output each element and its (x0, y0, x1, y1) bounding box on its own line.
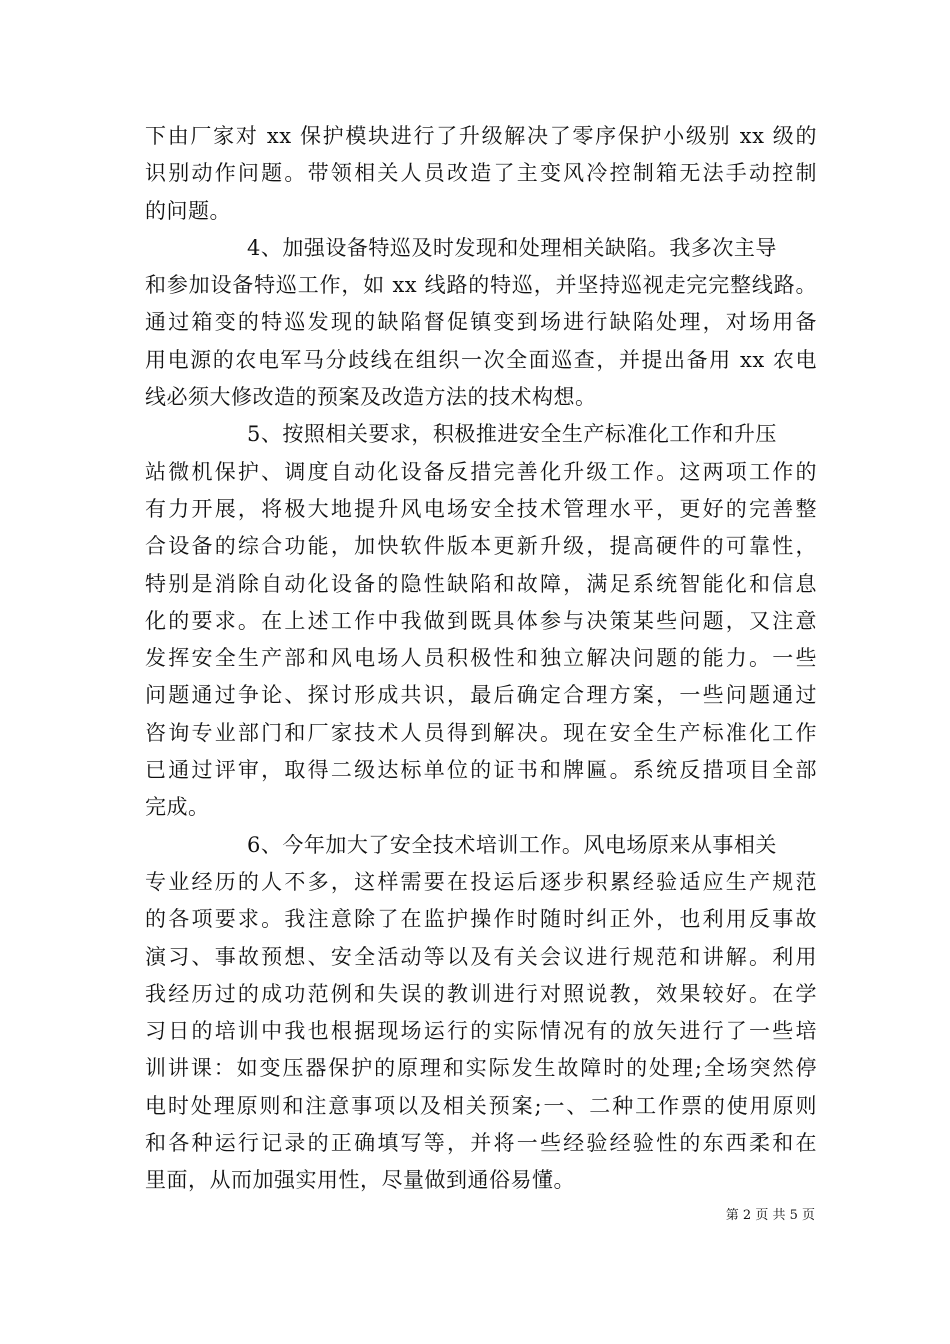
document-body (145, 118, 817, 1200)
text-line: 4、加强设备特巡及时发现和处理相关缺陷。我多次主导 (247, 235, 777, 260)
text-line: 化的要求。在上述工作中我做到既具体参与决策某些问题，又注意 (145, 608, 817, 633)
text-line: 演习、事故预想、安全活动等以及有关会议进行规范和讲解。利用 (145, 944, 817, 969)
text-line: 和各种运行记录的正确填写等，并将一些经验经验性的东西柔和在 (145, 1131, 817, 1156)
text-line: 我经历过的成功范例和失误的教训进行对照说教，效果较好。在学 (145, 981, 817, 1006)
text-line: 发挥安全生产部和风电场人员积极性和独立解决问题的能力。一些 (145, 646, 817, 671)
text-line: 6、今年加大了安全技术培训工作。风电场原来从事相关 (247, 832, 777, 857)
text-line: 线必须大修改造的预案及改造方法的技术构想。 (145, 385, 597, 410)
text-line: 合设备的综合功能，加快软件版本更新升级，提高硬件的可靠性， (145, 534, 817, 559)
text-line: 电时处理原则和注意事项以及相关预案;一、二种工作票的使用原则 (145, 1093, 817, 1118)
text-line: 识别动作问题。带领相关人员改造了主变风冷控制箱无法手动控制 (145, 161, 817, 186)
text-line: 里面，从而加强实用性，尽量做到通俗易懂。 (145, 1168, 575, 1193)
paragraph-0 (145, 118, 817, 230)
text-line: 5、按照相关要求，积极推进安全生产标准化工作和升压 (247, 422, 777, 447)
text-line: 已通过评审，取得二级达标单位的证书和牌匾。系统反措项目全部 (145, 758, 817, 783)
text-line: 用电源的农电军马分歧线在组织一次全面巡查，并提出备用 xx 农电 (145, 347, 817, 372)
page-number: 第 2 页 共 5 页 (725, 1208, 815, 1223)
text-line: 有力开展，将极大地提升风电场安全技术管理水平，更好的完善整 (145, 496, 817, 521)
text-line: 通过箱变的特巡发现的缺陷督促镇变到场进行缺陷处理，对场用备 (145, 310, 817, 335)
text-line: 的问题。 (145, 198, 231, 223)
text-line: 下由厂家对 xx 保护模块进行了升级解决了零序保护小级别 xx 级的 (145, 124, 817, 148)
text-line: 站微机保护、调度自动化设备反措完善化升级工作。这两项工作的 (145, 459, 817, 484)
text-line: 和参加设备特巡工作，如 xx 线路的特巡，并坚持巡视走完完整线路。 (145, 273, 817, 298)
paragraph-3 (145, 827, 817, 1200)
text-line: 咨询专业部门和厂家技术人员得到解决。现在安全生产标准化工作 (145, 720, 817, 745)
text-line: 问题通过争论、探讨形成共识，最后确定合理方案，一些问题通过 (145, 683, 817, 708)
text-line: 的各项要求。我注意除了在监护操作时随时纠正外，也利用反事故 (145, 907, 817, 932)
text-line: 特别是消除自动化设备的隐性缺陷和故障，满足系统智能化和信息 (145, 571, 817, 596)
text-line: 专业经历的人不多，这样需要在投运后逐步积累经验适应生产规范 (145, 869, 817, 894)
text-line: 完成。 (145, 795, 210, 820)
page-footer (0, 1206, 950, 1226)
paragraph-2 (145, 416, 817, 826)
paragraph-1 (145, 230, 817, 416)
text-line: 训讲课：如变压器保护的原理和实际发生故障时的处理;全场突然停 (145, 1056, 817, 1081)
text-line: 习日的培训中我也根据现场运行的实际情况有的放矢进行了一些培 (145, 1019, 817, 1044)
